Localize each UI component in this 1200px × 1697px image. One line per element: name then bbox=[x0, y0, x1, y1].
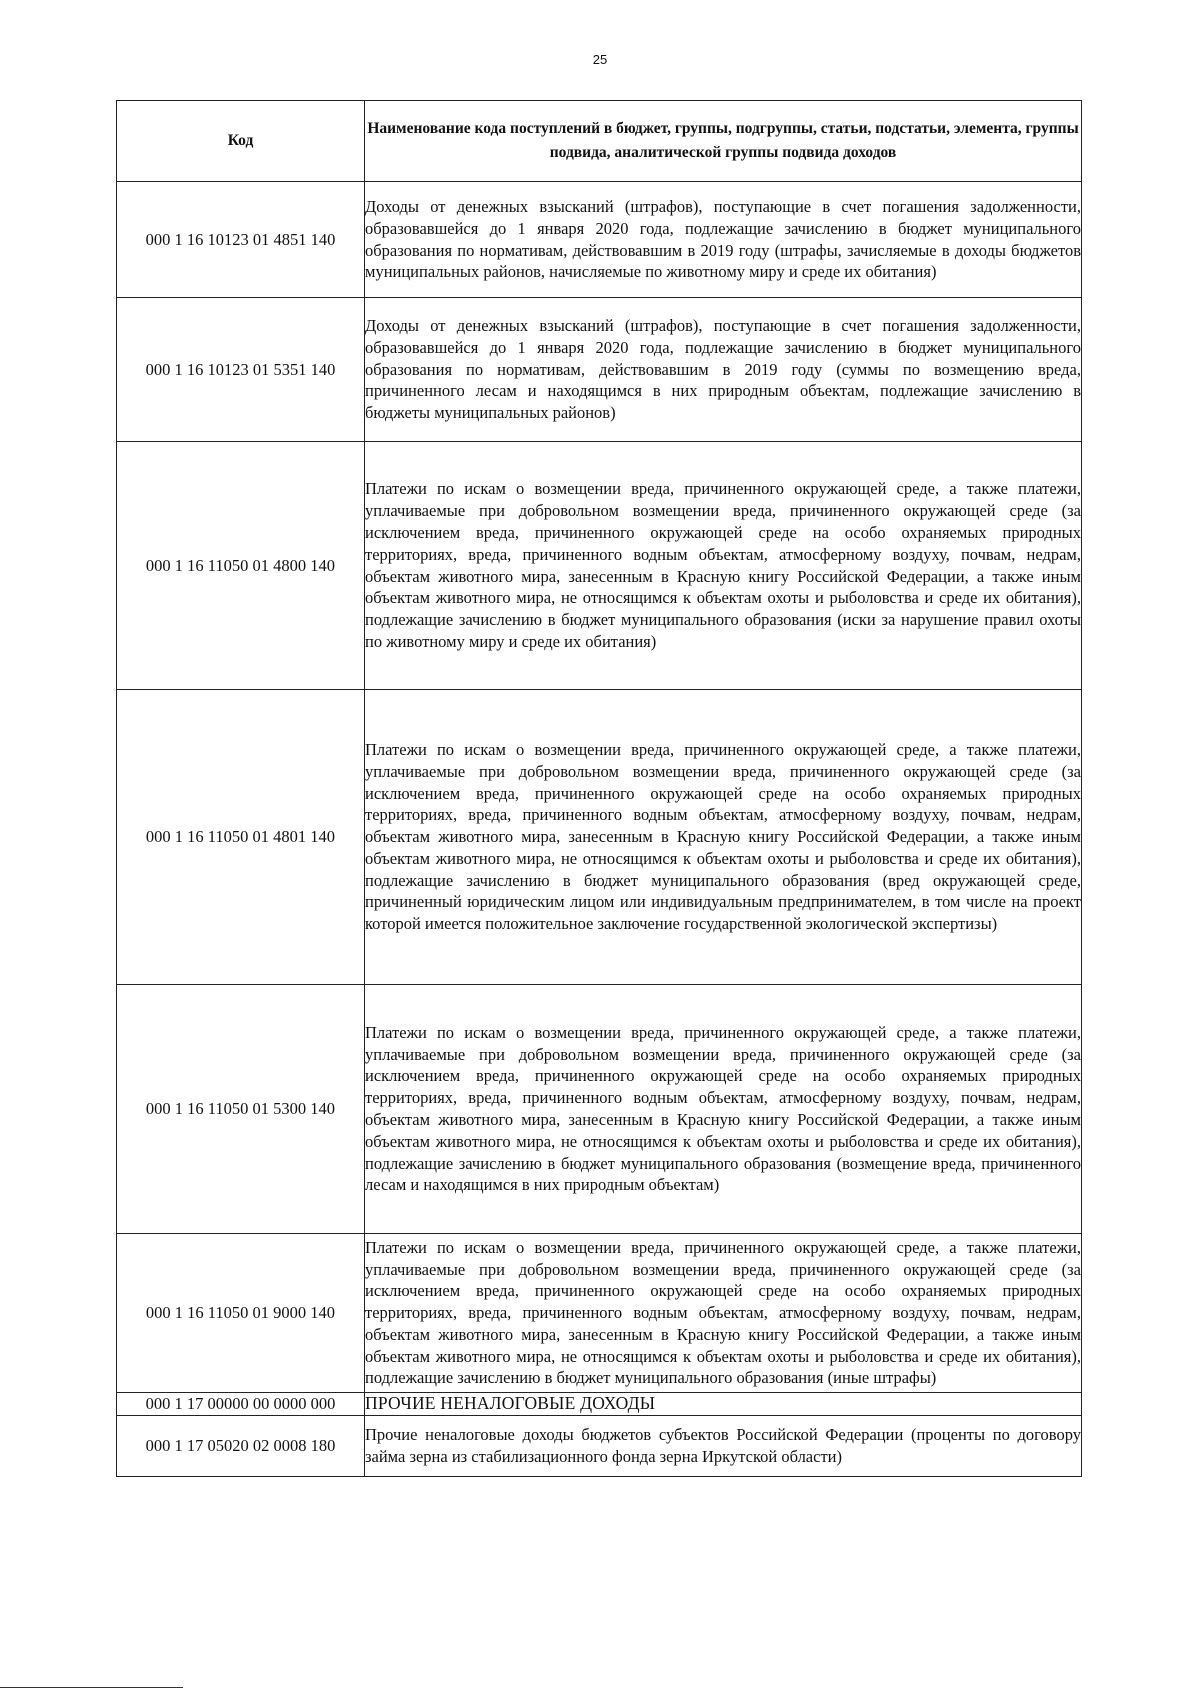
row-name: ПРОЧИЕ НЕНАЛОГОВЫЕ ДОХОДЫ bbox=[365, 1393, 1082, 1416]
row-name: Доходы от денежных взысканий (штрафов), поступающие в счет погашения задолженности, образовавшейся до 1 января 2020 года, подлежащие зачислению в бюджет муниципального образования по нормативам, действовавшим в 2019 году (суммы по возмещению вреда, причиненного лесам и находящимся в них природным объектам, подлежащие зачислению в бюджеты муниципальных районов) bbox=[365, 298, 1082, 442]
row-code: 000 1 16 11050 01 4801 140 bbox=[117, 690, 365, 985]
row-code: 000 1 16 10123 01 4851 140 bbox=[117, 182, 365, 298]
header-name: Наименование кода поступлений в бюджет, группы, подгруппы, статьи, подстатьи, элемента, группы подвида, аналитической группы подвида доходов bbox=[365, 101, 1082, 182]
table-row bbox=[117, 690, 1082, 985]
table-row bbox=[117, 1416, 1082, 1477]
row-code: 000 1 17 05020 02 0008 180 bbox=[117, 1416, 365, 1477]
row-code: 000 1 16 11050 01 5300 140 bbox=[117, 985, 365, 1234]
header-code: Код bbox=[117, 101, 365, 182]
table-row bbox=[117, 182, 1082, 298]
row-name: Платежи по искам о возмещении вреда, причиненного окружающей среде, а также платежи, уплачиваемые при добровольном возмещении вреда, причиненного окружающей среде (за исключением вреда, причиненного окружающей среде на особо охраняемых природных территориях, вреда, причиненного водным объектам, атмосферному воздуху, почвам, недрам, объектам животного мира, занесенным в Красную книгу Российской Федерации, а также иным объектам животного мира, не относящимся к объектам охоты и рыболовства и среде их обитания), подлежащие зачислению в бюджет муниципального образования (иски за нарушение правил охоты по животному миру и среде их обитания) bbox=[365, 442, 1082, 690]
row-name: Доходы от денежных взысканий (штрафов), поступающие в счет погашения задолженности, образовавшейся до 1 января 2020 года, подлежащие зачислению в бюджет муниципального образования по нормативам, действовавшим в 2019 году (штрафы, зачисляемые в доходы бюджетов муниципальных районов, начисляемые по животному миру и среде их обитания) bbox=[365, 182, 1082, 298]
table-row bbox=[117, 1393, 1082, 1416]
table-row bbox=[117, 985, 1082, 1234]
table-header-row bbox=[117, 101, 1082, 182]
row-name: Платежи по искам о возмещении вреда, причиненного окружающей среде, а также платежи, уплачиваемые при добровольном возмещении вреда, причиненного окружающей среде (за исключением вреда, причиненного окружающей среде на особо охраняемых природных территориях, вреда, причиненного водным объектам, атмосферному воздуху, почвам, недрам, объектам животного мира, занесенным в Красную книгу Российской Федерации, а также иным объектам животного мира, не относящимся к объектам охоты и рыболовства и среде их обитания), подлежащие зачислению в бюджет муниципального образования (возмещение вреда, причиненного лесам и находящимся в них природным объектам) bbox=[365, 985, 1082, 1234]
revenue-codes-table bbox=[116, 100, 1082, 1477]
page-number: 25 bbox=[592, 52, 608, 67]
row-name: Прочие неналоговые доходы бюджетов субъектов Российской Федерации (проценты по договору займа зерна из стабилизационного фонда зерна Иркутской области) bbox=[365, 1416, 1082, 1477]
row-code: 000 1 16 11050 01 9000 140 bbox=[117, 1234, 365, 1393]
row-code: 000 1 16 11050 01 4800 140 bbox=[117, 442, 365, 690]
table-row bbox=[117, 298, 1082, 442]
table-row bbox=[117, 442, 1082, 690]
row-code: 000 1 16 10123 01 5351 140 bbox=[117, 298, 365, 442]
row-name: Платежи по искам о возмещении вреда, причиненного окружающей среде, а также платежи, уплачиваемые при добровольном возмещении вреда, причиненного окружающей среде (за исключением вреда, причиненного окружающей среде на особо охраняемых природных территориях, вреда, причиненного водным объектам, атмосферному воздуху, почвам, недрам, объектам животного мира, занесенным в Красную книгу Российской Федерации, а также иным объектам животного мира, не относящимся к объектам охоты и рыболовства и среде их обитания), подлежащие зачислению в бюджет муниципального образования (иные штрафы) bbox=[365, 1234, 1082, 1393]
row-name: Платежи по искам о возмещении вреда, причиненного окружающей среде, а также платежи, уплачиваемые при добровольном возмещении вреда, причиненного окружающей среде (за исключением вреда, причиненного окружающей среде на особо охраняемых природных территориях, вреда, причиненного водным объектам, атмосферному воздуху, почвам, недрам, объектам животного мира, занесенным в Красную книгу Российской Федерации, а также иным объектам животного мира, не относящимся к объектам охоты и рыболовства и среде их обитания), подлежащие зачислению в бюджет муниципального образования (вред окружающей среде, причиненный юридическим лицом или индивидуальным предпринимателем, в том числе на проект которой имеется положительное заключение государственной экологической экспертизы) bbox=[365, 690, 1082, 985]
footnote-rule bbox=[0, 1687, 183, 1688]
table-row bbox=[117, 1234, 1082, 1393]
row-code: 000 1 17 00000 00 0000 000 bbox=[117, 1393, 365, 1416]
